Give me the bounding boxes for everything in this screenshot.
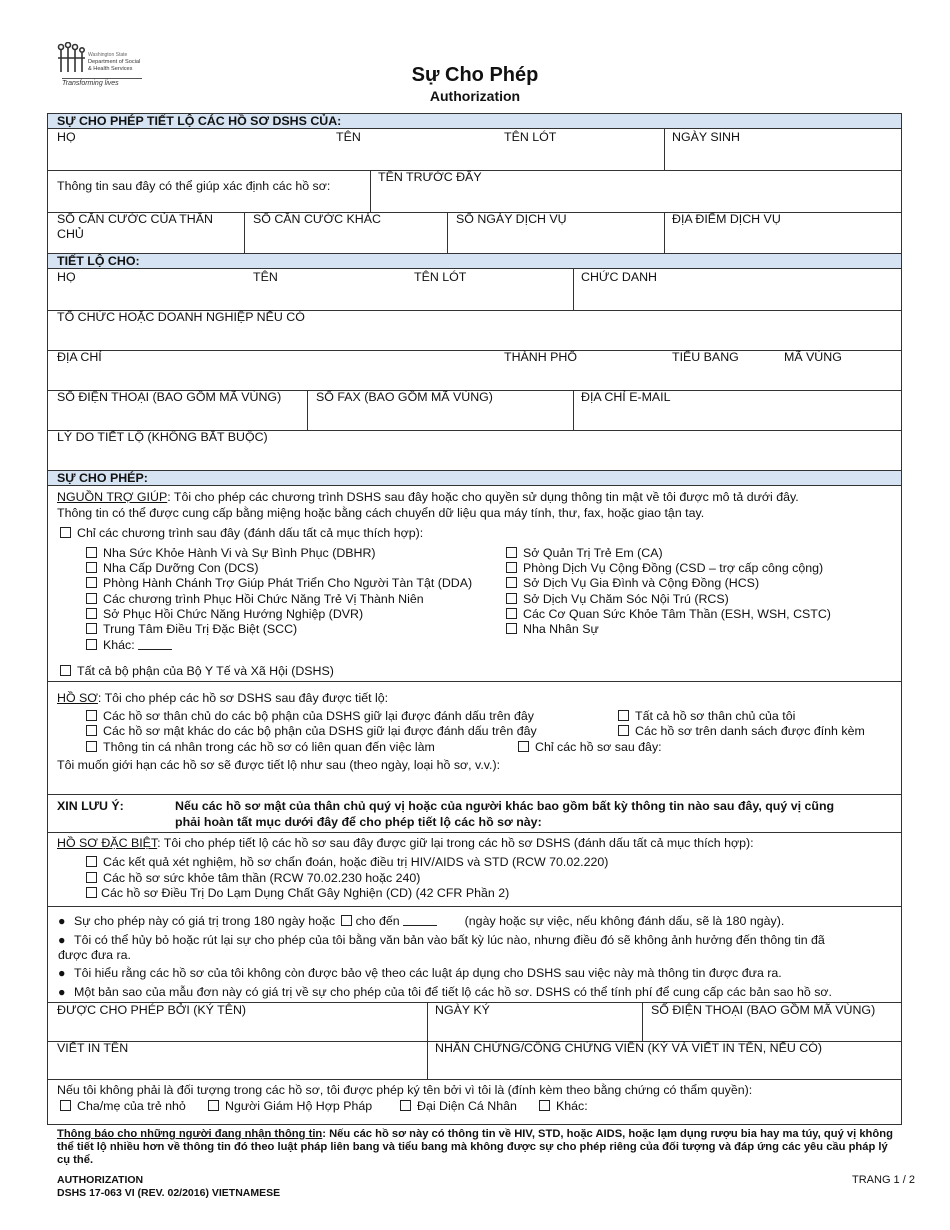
sources-paragraph: NGUỒN TRỢ GIÚP: Tôi cho phép các chương trình DSHS sau đây hoặc cho quyền sử dụng thông tin mật về tôi được mô tả dưới đây. <box>57 490 799 504</box>
checkbox[interactable] <box>60 665 71 676</box>
bullet-not-protected: ● Tôi hiểu rằng các hồ sơ của tôi không còn được bảo vệ theo các luật áp dụng cho DSHS sau việc này mà thông tin được đưa ra. <box>58 966 782 980</box>
record-client-marked[interactable]: Các hồ sơ thân chủ do các bộ phận của DSHS giữ lại được đánh dấu trên đây <box>86 709 534 724</box>
checkbox[interactable] <box>518 741 529 752</box>
checkbox[interactable] <box>86 608 97 619</box>
checkbox[interactable] <box>86 623 97 634</box>
special-hiv[interactable]: Các kết quả xét nghiệm, hồ sơ chẩn đoán, hoặc điều trị HIV/AIDS và STD (RCW 70.02.220) <box>86 855 608 870</box>
sources-paragraph-2: Thông tin có thể được cung cấp bằng miệng hoặc bằng cách chuyển dữ liệu qua máy tính, thư, fax, hoặc giao tận tay. <box>57 506 705 520</box>
authority-other[interactable]: Khác: <box>539 1099 588 1114</box>
section-header-release-to: TIẾT LỘ CHO: <box>48 253 901 269</box>
program-csd[interactable]: Phòng Dịch Vụ Cộng Đồng (CSD – trợ cấp công cộng) <box>506 561 823 576</box>
authority-representative[interactable]: Đại Diện Cá Nhân <box>400 1099 517 1114</box>
checkbox[interactable] <box>618 710 629 721</box>
checkbox[interactable] <box>506 562 517 573</box>
program-dvr[interactable]: Sở Phục Hồi Chức Năng Hướng Nghiệp (DVR) <box>86 607 363 622</box>
program-dcs[interactable]: Nha Cấp Dưỡng Con (DCS) <box>86 561 259 576</box>
all-dshs-option[interactable]: Tất cả bộ phận của Bộ Y Tế và Xã Hội (DSHS) <box>60 664 334 679</box>
special-records-paragraph: HỒ SƠ ĐẶC BIỆT: Tôi cho phép tiết lộ các hồ sơ sau đây được giữ lại trong các hồ sơ DSHS (đánh dấu tất cả mục thích hợp): <box>57 836 754 850</box>
field-recipient-last-name[interactable]: HỌ <box>57 270 76 284</box>
field-previous-name[interactable]: TÊN TRƯỚC ĐÂY <box>378 170 482 184</box>
field-date-of-birth[interactable]: NGÀY SINH <box>672 130 740 144</box>
program-hr[interactable]: Nha Nhân Sự <box>506 622 599 637</box>
page-title: Sự Cho Phép <box>411 64 539 86</box>
record-other-confidential[interactable]: Các hồ sơ mật khác do các bộ phận của DSHS giữ lại được đánh dấu trên đây <box>86 724 537 739</box>
only-programs-option[interactable]: Chỉ các chương trình sau đây (đánh dấu tất cả mục thích hợp): <box>60 526 423 541</box>
checkbox[interactable] <box>86 577 97 588</box>
checkbox[interactable] <box>539 1100 550 1111</box>
checkbox[interactable] <box>506 577 517 588</box>
field-phone[interactable]: SỐ ĐIỆN THOẠI (BAO GỒM MÃ VÙNG) <box>57 390 282 404</box>
records-limit-label: Tôi muốn giới hạn các hồ sơ sẽ được tiết lộ như sau (theo ngày, loại hồ sơ, v.v.): <box>57 758 501 772</box>
record-all-client[interactable]: Tất cả hồ sơ thân chủ của tôi <box>618 709 795 724</box>
field-recipient-middle-name[interactable]: TÊN LÓT <box>414 270 467 284</box>
identify-info-label: Thông tin sau đây có thể giúp xác định các hồ sơ: <box>57 179 331 193</box>
checkbox[interactable] <box>86 725 97 736</box>
program-hcs[interactable]: Sở Dịch Vụ Gia Đình và Cộng Đồng (HCS) <box>506 576 759 591</box>
records-paragraph: HỒ SƠ: Tôi cho phép các hồ sơ DSHS sau đây được tiết lộ: <box>57 691 389 705</box>
logo-org-text: Washington State Department of Social & Health Services <box>88 52 141 72</box>
program-juvenile[interactable]: Các chương trình Phục Hồi Chức Năng Trẻ Vị Thành Niên <box>86 592 424 607</box>
note-line-2: phải hoàn tất mục dưới đây để cho phép tiết lộ các hồ sơ này: <box>175 815 542 829</box>
checkbox[interactable] <box>86 872 97 883</box>
note-line-1: Nếu các hồ sơ mật của thân chủ quý vị hoặc của người khác bao gồm bất kỳ thông tin nào sau đây, quý vị cũng <box>175 799 835 813</box>
program-rcs[interactable]: Sở Dịch Vụ Chăm Sóc Nội Trú (RCS) <box>506 592 729 607</box>
program-ca[interactable]: Sở Quản Trị Trẻ Em (CA) <box>506 546 663 561</box>
authority-text: Nếu tôi không phải là đối tượng trong các hồ sơ, tôi được phép ký tên bởi vì tôi là (đính kèm theo bằng chứng có thẩm quyền): <box>57 1083 753 1097</box>
program-dbhr[interactable]: Nha Sức Khỏe Hành Vi và Sự Bình Phục (DBHR) <box>86 546 376 561</box>
field-first-name[interactable]: TÊN <box>336 130 361 144</box>
authority-parent[interactable]: Cha/mẹ của trẻ nhỏ <box>60 1099 186 1114</box>
checkbox[interactable] <box>60 1100 71 1111</box>
checkbox[interactable] <box>86 562 97 573</box>
record-attached-list[interactable]: Các hồ sơ trên danh sách được đính kèm <box>618 724 865 739</box>
authorization-form <box>47 113 902 1125</box>
checkbox[interactable] <box>506 608 517 619</box>
note-label: XIN LƯU Ý: <box>57 799 124 813</box>
section-header-authorization: SỰ CHO PHÉP: <box>48 470 901 486</box>
program-scc[interactable]: Trung Tâm Điều Trị Đặc Biệt (SCC) <box>86 622 297 637</box>
checkbox[interactable] <box>506 547 517 558</box>
field-middle-name[interactable]: TÊN LÓT <box>504 130 557 144</box>
checkbox[interactable] <box>86 593 97 604</box>
checkbox[interactable] <box>341 915 352 926</box>
field-service-location[interactable]: ĐỊA ĐIỂM DỊCH VỤ <box>672 212 781 226</box>
special-chemical-dependency[interactable]: Các hồ sơ Điều Trị Do Lạm Dụng Chất Gây Nghiện (CD) (42 CFR Phần 2) <box>86 886 509 901</box>
record-employment[interactable]: Thông tin cá nhân trong các hồ sơ có liên quan đến việc làm <box>86 740 435 755</box>
checkbox[interactable] <box>618 725 629 736</box>
field-fax[interactable]: SỐ FAX (BAO GỒM MÃ VÙNG) <box>316 390 493 404</box>
field-last-name[interactable]: HỌ <box>57 130 76 144</box>
authority-guardian[interactable]: Người Giám Hộ Hợp Pháp <box>208 1099 372 1114</box>
checkbox[interactable] <box>506 593 517 604</box>
checkbox[interactable] <box>60 527 71 538</box>
field-recipient-title[interactable]: CHỨC DANH <box>581 270 657 284</box>
field-state[interactable]: TIỂU BANG <box>672 350 739 364</box>
bullet-copy-valid: ● Một bản sao của mẫu đơn này có giá trị về sự cho phép của tôi để tiết lộ các hồ sơ. DSHS có thể tính phí để cung cấp các bản sao hồ sơ. <box>58 985 832 999</box>
checkbox[interactable] <box>86 639 97 650</box>
field-service-dates[interactable]: SỐ NGÀY DỊCH VỤ <box>456 212 567 226</box>
checkbox[interactable] <box>86 547 97 558</box>
section-header-records-of: SỰ CHO PHÉP TIẾT LỘ CÁC HỒ SƠ DSHS CỦA: <box>48 113 901 129</box>
field-signature[interactable]: ĐƯỢC CHO PHÉP BỞI (KÝ TÊN) <box>57 1003 247 1017</box>
field-witness[interactable]: NHÂN CHỨNG/CÔNG CHỨNG VIÊN (KÝ VÀ VIẾT IN TÊN, NẾU CÓ) <box>435 1041 822 1055</box>
field-signer-phone[interactable]: SỐ ĐIỆN THOẠI (BAO GỒM MÃ VÙNG) <box>651 1003 876 1017</box>
field-reason[interactable]: LÝ DO TIẾT LỘ (KHÔNG BẮT BUỘC) <box>57 430 268 444</box>
checkbox[interactable] <box>400 1100 411 1111</box>
field-address[interactable]: ĐỊA CHỈ <box>57 350 102 364</box>
logo-tagline: Transforming lives <box>62 78 142 87</box>
checkbox[interactable] <box>86 887 97 898</box>
checkbox[interactable] <box>208 1100 219 1111</box>
checkbox[interactable] <box>86 741 97 752</box>
record-only-following[interactable]: Chỉ các hồ sơ sau đây: <box>518 740 662 755</box>
field-city[interactable]: THÀNH PHỐ <box>504 350 577 364</box>
program-mental-health[interactable]: Các Cơ Quan Sức Khỏe Tâm Thần (ESH, WSH, CSTC) <box>506 607 831 622</box>
field-sign-date[interactable]: NGÀY KÝ <box>435 1003 490 1017</box>
bullet-validity: ● Sự cho phép này có giá trị trong 180 ngày hoặc cho đến (ngày hoặc sự việc, nếu không đánh dấu, sẽ là 180 ngày). <box>58 914 785 928</box>
checkbox[interactable] <box>506 623 517 634</box>
recipient-notice: Thông báo cho những người đang nhận thông tin: Nếu các hồ sơ này có thông tin về HIV, STD, hoặc AIDS, hoặc lạm dụng rượu bia hay ma túy, quý vị không thể tiết lộ nhiều hơn về thông tin đó theo luật pháp liên bang và tiểu bang mà không được sự cho phép riêng của đối tượng và đáp ứng các yêu cầu pháp lý cụ thể. <box>57 1128 893 1166</box>
field-email[interactable]: ĐỊA CHỈ E-MAIL <box>581 390 671 404</box>
special-mental-health[interactable]: Các hồ sơ sức khỏe tâm thần (RCW 70.02.230 hoặc 240) <box>86 871 420 886</box>
form-footer-id: AUTHORIZATION DSHS 17-063 VI (REV. 02/2016) VIETNAMESE <box>57 1174 281 1199</box>
checkbox[interactable] <box>86 856 97 867</box>
field-client-id[interactable]: SỐ CĂN CƯỚC CỦA THÂN CHỦ <box>57 212 213 241</box>
bullet-revoke: ● Tôi có thể hủy bỏ hoặc rút lại sự cho phép của tôi bằng văn bản vào bất kỳ lúc nào, nhưng điều đó sẽ không ảnh hưởng đến thông tin đã được đưa ra. <box>58 933 825 962</box>
page-number: TRANG 1 / 2 <box>852 1174 915 1186</box>
field-other-id[interactable]: SỐ CĂN CƯỚC KHÁC <box>253 212 381 226</box>
page-subtitle: Authorization <box>429 88 521 104</box>
field-printed-name[interactable]: VIẾT IN TÊN <box>57 1041 129 1055</box>
field-recipient-first-name[interactable]: TÊN <box>253 270 278 284</box>
field-zip[interactable]: MÃ VÙNG <box>784 350 842 364</box>
checkbox[interactable] <box>86 710 97 721</box>
field-organization[interactable]: TỔ CHỨC HOẶC DOANH NGHIỆP NẾU CÓ <box>57 310 305 324</box>
program-other[interactable]: Khác: <box>86 638 172 653</box>
program-dda[interactable]: Phòng Hành Chánh Trợ Giúp Phát Triển Cho Người Tàn Tật (DDA) <box>86 576 472 591</box>
